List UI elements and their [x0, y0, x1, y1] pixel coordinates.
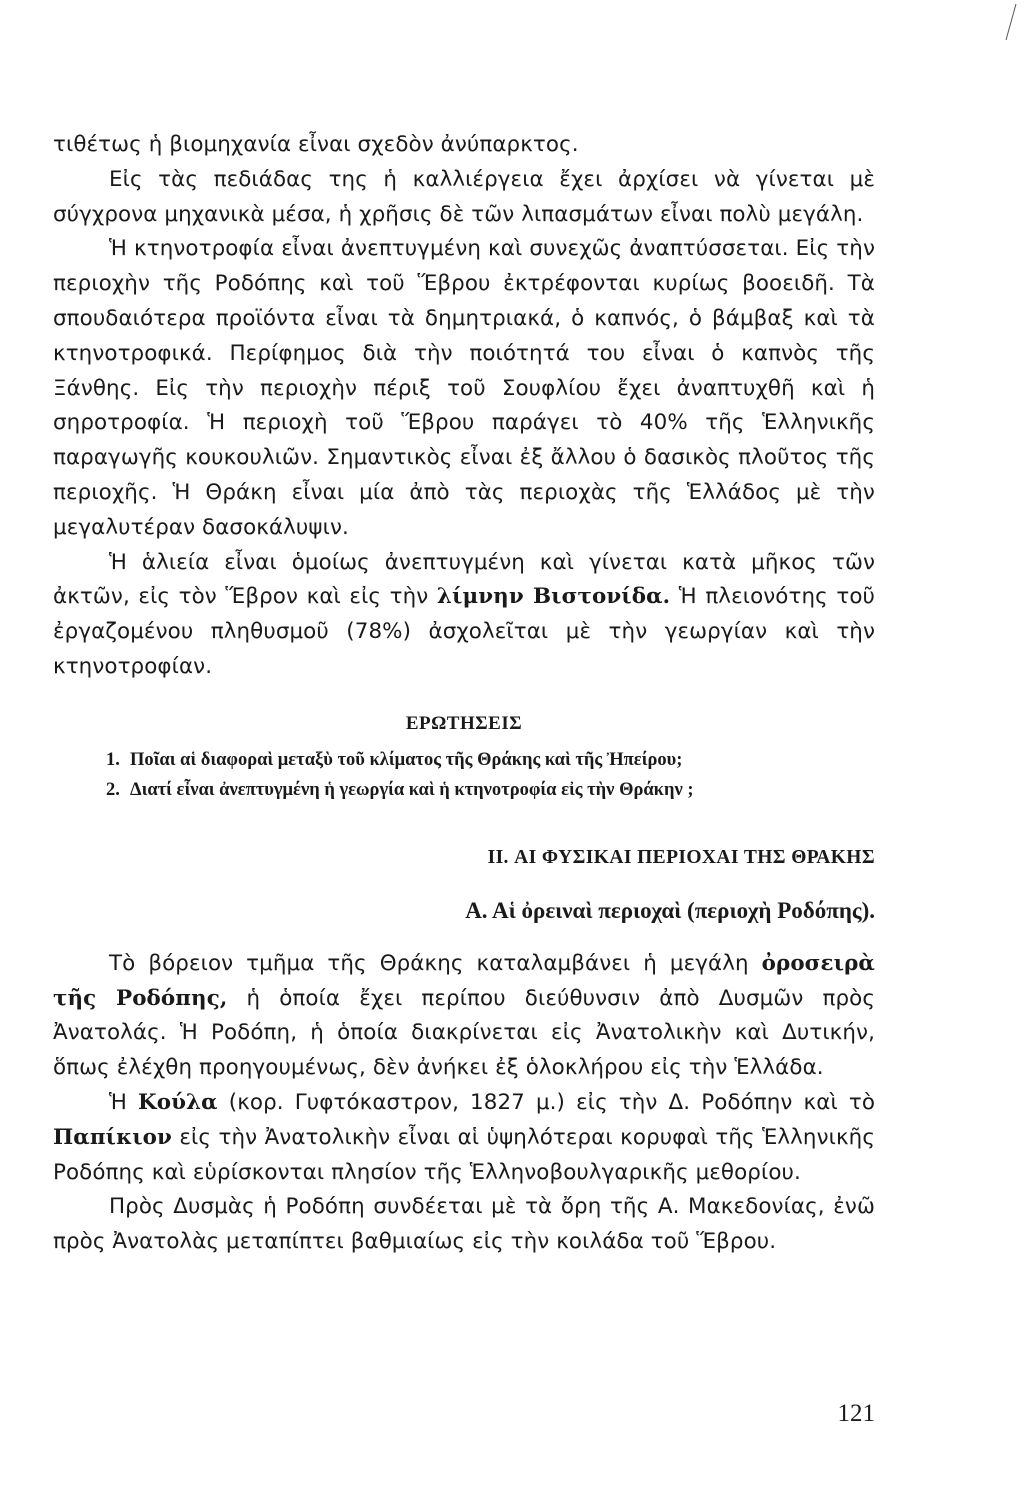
paragraph-livestock — [53, 232, 875, 545]
paragraph-peaks-text-b: (κορ. Γυφτόκαστρον, 1827 μ.) εἰς τὴν Δ. Ροδόπην καὶ τὸ — [217, 1089, 876, 1115]
question-text: Ποῖαι αἱ διαφοραὶ μεταξὺ τοῦ κλίματος τῆς Θράκης καὶ τῆς Ἠπείρου; — [130, 749, 683, 770]
question-1 — [53, 745, 875, 775]
papikion-bold: Παπίκιον — [53, 1124, 172, 1150]
paragraph-industry: τιθέτως ἡ βιομηχανία εἶναι σχεδὸν ἀνύπαρκτος. — [53, 132, 579, 157]
section-title: II. ΑΙ ΦΥΣΙΚΑΙ ΠΕΡΙΟΧΑΙ ΤΗΣ ΘΡΑΚΗΣ — [487, 846, 875, 868]
koula-bold: Κούλα — [138, 1089, 218, 1115]
page-number: 121 — [837, 1400, 875, 1427]
paragraph-rhodope-text-a: Τὸ βόρειον τμῆμα τῆς Θράκης καταλαμβάνει ἡ μεγάλη — [109, 950, 762, 976]
paragraph-peaks-text-a: Ἡ — [109, 1089, 139, 1115]
paragraph-peaks — [53, 1086, 875, 1190]
paragraph-cultivation: Εἰς τὰς πεδιάδας της ἡ καλλιέργεια ἔχει ἀρχίσει νὰ γίνεται μὲ σύγχρονα μηχανικὰ μέσα, ἡ χρῆσις δὲ τῶν λιπασμάτων εἶναι πολὺ μεγάλη. — [53, 166, 875, 227]
question-2 — [53, 775, 875, 805]
question-number: 1. — [106, 749, 120, 770]
page-body — [53, 128, 875, 1260]
rhodope-range-bold: ὀροσειρὰ τῆς Ροδόπης, — [53, 950, 875, 1011]
section-subtitle: Α. Αἱ ὀρειναὶ περιοχαὶ (περιοχὴ Ροδόπης). — [465, 897, 875, 923]
paragraph-fishing-text-a: Ἡ ἁλιεία εἶναι ὁμοίως ἀνεπτυγμένη καὶ γίνεται κατὰ μῆκος τῶν ἀκτῶν, εἰς τὸν Ἕβρον καὶ εἰς τὴν — [53, 549, 875, 610]
paragraph-rhodope-text-b: ἡ ὁποία ἔχει περίπου διεύθυνσιν ἀπὸ Δυσμῶν πρὸς Ἀνατολάς. Ἡ Ροδόπη, ἡ ὁποία διακρίνεται εἰς Ἀνατολικὴν καὶ Δυτικήν, ὅπως ἐλέχθη προηγουμένως, δὲν ἀνήκει ἐξ ὁλοκλήρου εἰς τὴν Ἑλλάδα. — [53, 985, 875, 1081]
question-number: 2. — [106, 779, 120, 800]
paragraph-rhodope — [53, 947, 875, 1086]
pencil-mark — [1002, 2, 1018, 42]
questions-title: ΕΡΩΤΗΣΕΙΣ — [405, 712, 523, 734]
paragraph-fishing-text-b: Ἡ πλειονότης τοῦ ἐργαζομένου πληθυσμοῦ (78%) ἀσχολεῖται μὲ τὴν γεωργίαν καὶ τὴν κτηνοτροφίαν. — [53, 584, 875, 679]
lake-vistonida-bold: λίμνην Βιστονίδα. — [436, 584, 671, 610]
paragraph-west-east: Πρὸς Δυσμὰς ἡ Ροδόπη συνδέεται μὲ τὰ ὄρη τῆς Α. Μακεδονίας, ἐνῶ πρὸς Ἀνατολὰς μεταπίπτει βαθμιαίως εἰς τὴν κοιλάδα τοῦ Ἕβρου. — [53, 1194, 875, 1255]
paragraph-livestock-text: Ἡ κτηνοτροφία εἶναι ἀνεπτυγμένη καὶ συνεχῶς ἀναπτύσσεται. Εἰς τὴν περιοχὴν τῆς Ροδόπης καὶ τοῦ Ἕβρου ἐκτρέφονται κυρίως βοοειδῆ. Τὰ σπουδαιότερα προϊόντα εἶναι τὰ δημητριακά, ὁ καπνός, ὁ βάμβαξ καὶ τὰ κτηνοτροφικά. Περίφημος διὰ τὴν ποιότητά του εἶναι ὁ καπνὸς τῆς Ξάνθης. Εἰς τὴν περιοχὴν πέριξ τοῦ Σουφλίου ἔχει ἀναπτυχθῆ καὶ ἡ σηροτροφία. Ἡ περιοχὴ τοῦ Ἕβρου παράγει τὸ 40% τῆς Ἑλληνικῆς παραγωγῆς κουκουλιῶν. Σημαντικὸς εἶναι ἐξ ἄλλου ὁ δασικὸς πλοῦτος τῆς περιοχῆς. Ἡ Θράκη εἶναι μία ἀπὸ τὰς περιοχὰς τῆς Ἑλλάδος μὲ τὴν μεγαλυτέραν δασοκάλυψιν. — [53, 236, 875, 540]
paragraph-fishing — [53, 546, 875, 685]
paragraph-peaks-text-c: εἰς τὴν Ἀνατολικὴν εἶναι αἱ ὑψηλότεραι κορυφαὶ τῆς Ἑλληνικῆς Ροδόπης καὶ εὑρίσκονται πλησίον τῆς Ἑλληνοβουλγαρικῆς μεθορίου. — [53, 1124, 875, 1185]
question-text: Διατί εἶναι ἀνεπτυγμένη ἡ γεωργία καὶ ἡ κτηνοτροφία εἰς τὴν Θράκην ; — [130, 779, 694, 800]
